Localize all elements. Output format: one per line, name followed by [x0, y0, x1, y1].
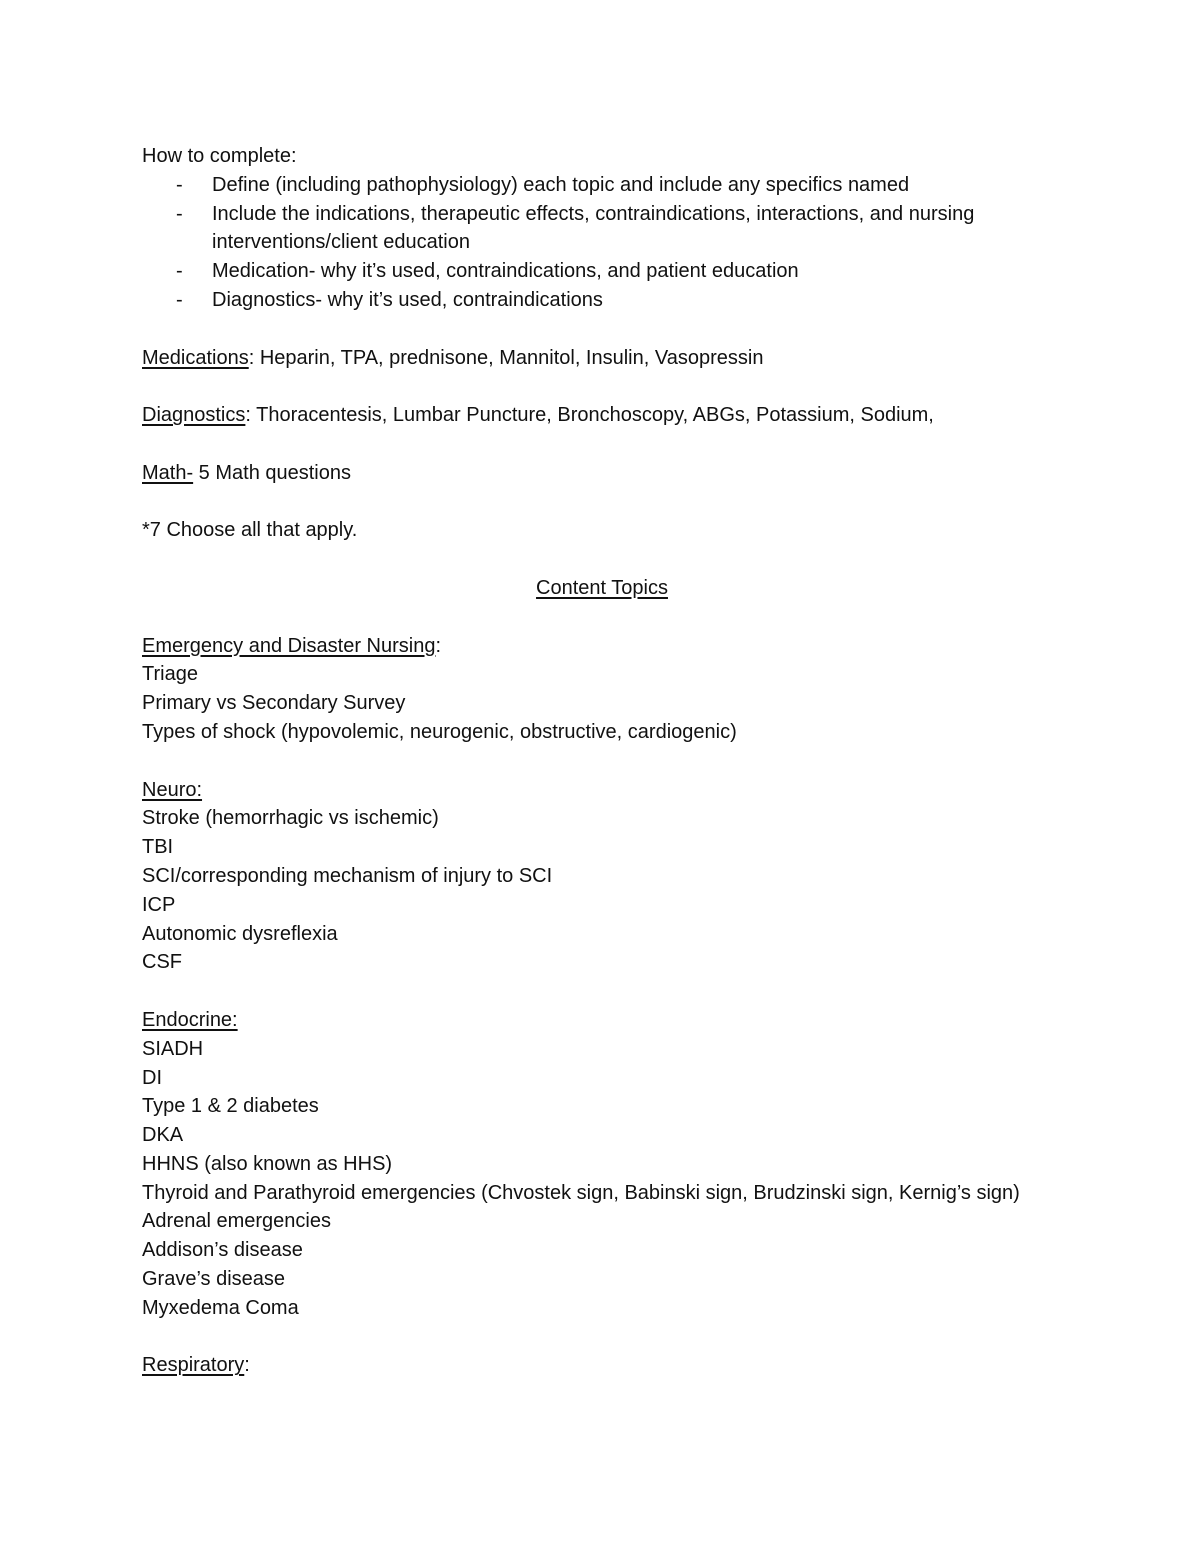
medications-text: : Heparin, TPA, prednisone, Mannitol, Insulin, Vasopressin	[248, 346, 764, 369]
topic-item: HHNS (also known as HHS)	[142, 1152, 393, 1175]
section-list-endocrine	[142, 1035, 1062, 1323]
section-heading-neuro: Neuro:	[142, 778, 203, 801]
diagnostics-line	[142, 401, 1062, 430]
spacer	[142, 372, 1062, 401]
choose-all-note: *7 Choose all that apply.	[142, 519, 358, 542]
topic-item: Autonomic dysreflexia	[142, 922, 338, 945]
content-topics-title: Content Topics	[536, 576, 668, 599]
section-list-neuro	[142, 804, 1062, 977]
section-heading-respiratory: Respiratory:	[142, 1354, 250, 1377]
math-line	[142, 459, 1062, 488]
section-heading-emergency: Emergency and Disaster Nursing:	[142, 634, 442, 657]
spacer	[142, 1323, 1062, 1352]
instruction-text: Diagnostics- why it’s used, contraindications	[212, 288, 603, 311]
medications-label: Medications	[142, 346, 249, 369]
spacer	[142, 315, 1062, 344]
topic-item: ICP	[142, 893, 176, 916]
instruction-text: Define (including pathophysiology) each topic and include any specifics named	[212, 173, 910, 196]
instructions-heading: How to complete:	[142, 145, 297, 167]
topic-item: DI	[142, 1066, 162, 1089]
topic-item: SIADH	[142, 1037, 204, 1060]
topic-item: TBI	[142, 836, 174, 859]
topic-item: SCI/corresponding mechanism of injury to SCI	[142, 864, 553, 887]
medications-line	[142, 344, 1062, 373]
topic-item: Grave’s disease	[142, 1268, 286, 1291]
instructions-list	[142, 171, 1062, 315]
spacer	[142, 603, 1062, 632]
spacer	[142, 488, 1062, 517]
math-label: Math-	[142, 461, 194, 484]
instruction-item	[142, 257, 1062, 286]
dash-bullet: -	[176, 288, 183, 311]
topic-item: CSF	[142, 951, 182, 974]
instruction-item	[142, 200, 1062, 258]
math-text: 5 Math questions	[193, 461, 351, 484]
spacer	[142, 430, 1062, 459]
instruction-item	[142, 171, 1062, 200]
spacer	[142, 977, 1062, 1006]
instruction-item	[142, 286, 1062, 315]
topic-item: Stroke (hemorrhagic vs ischemic)	[142, 807, 439, 830]
dash-bullet: -	[176, 202, 183, 225]
topic-item: Addison’s disease	[142, 1239, 303, 1262]
dash-bullet: -	[176, 173, 183, 196]
section-list-emergency	[142, 660, 1062, 746]
topic-item: Thyroid and Parathyroid emergencies (Chvostek sign, Babinski sign, Brudzinski sign, Kernig’s sign)	[142, 1181, 1020, 1204]
topic-item: Adrenal emergencies	[142, 1210, 331, 1233]
instruction-text: Medication- why it’s used, contraindications, and patient education	[212, 260, 799, 283]
topic-item: Myxedema Coma	[142, 1296, 299, 1319]
topic-item: Triage	[142, 663, 198, 686]
dash-bullet: -	[176, 260, 183, 283]
spacer	[142, 747, 1062, 776]
topic-item: Type 1 & 2 diabetes	[142, 1095, 319, 1118]
document-page	[142, 142, 1062, 1380]
section-heading-endocrine: Endocrine:	[142, 1008, 238, 1031]
topic-item: Types of shock (hypovolemic, neurogenic, obstructive, cardiogenic)	[142, 720, 737, 743]
spacer	[142, 545, 1062, 574]
topic-item: DKA	[142, 1124, 184, 1147]
diagnostics-label: Diagnostics	[142, 404, 246, 427]
diagnostics-text: : Thoracentesis, Lumbar Puncture, Bronchoscopy, ABGs, Potassium, Sodium,	[245, 404, 934, 427]
instruction-text: Include the indications, therapeutic effects, contraindications, interactions, and nursing interventions/client education	[212, 202, 975, 254]
topic-item: Primary vs Secondary Survey	[142, 692, 406, 715]
